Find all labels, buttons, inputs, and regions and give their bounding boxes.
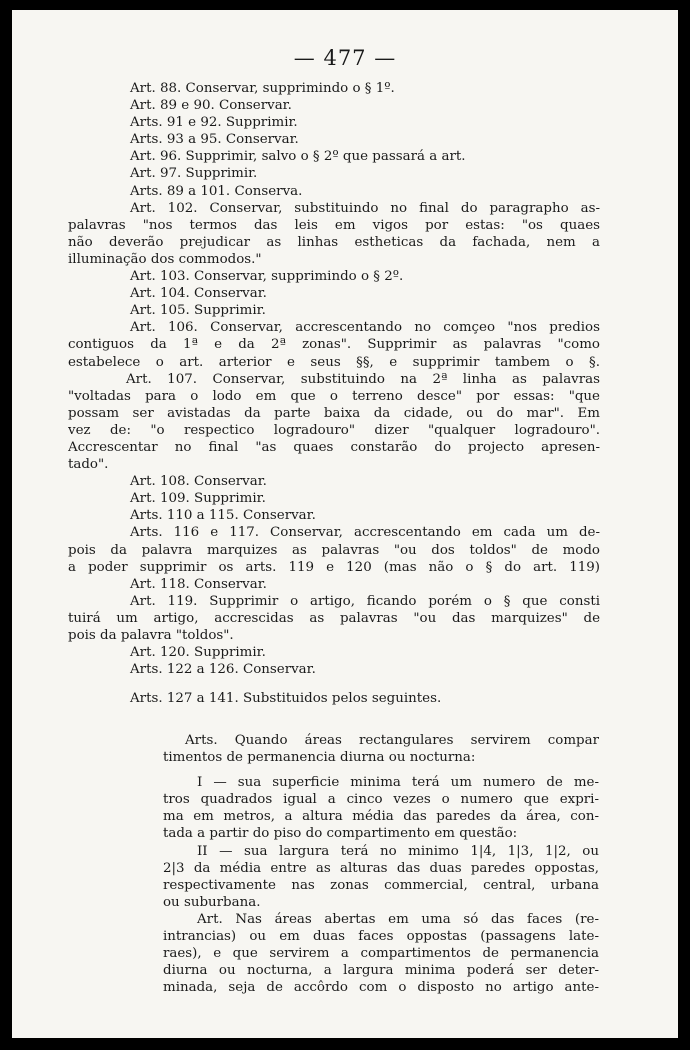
text-line: Arts. 89 a 101. Conserva. <box>130 183 303 199</box>
text-line: Art. Nas áreas abertas em uma só das faces (re- <box>197 911 599 927</box>
text-line: ou suburbana. <box>163 894 261 910</box>
text-line: diurna ou nocturna, a largura minima poderá ser deter- <box>163 963 599 979</box>
text-line: Art. 89 e 90. Conservar. <box>130 98 292 114</box>
text-line: Art. 97. Supprimir. <box>130 166 258 182</box>
text-line: Art. 107. Conservar, substituindo na 2ª linha as palavras <box>126 371 600 387</box>
text-line: pois da palavra marquizes as palavras "ou dos toldos" de modo <box>68 542 600 558</box>
substitute-articles <box>163 732 599 996</box>
section-heading: Arts. 127 a 141. Substituidos pelos seguintes. <box>130 691 442 707</box>
text-line: I — sua superficie minima terá um numero de me- <box>197 775 599 791</box>
text-line: tuirá um artigo, accrescidas as palavras "ou das marquizes" de <box>68 610 600 626</box>
text-line: vez de: "o respectico logradouro" dizer "qualquer logradouro". <box>68 422 600 438</box>
text-line: contiguos da 1ª e da 2ª zonas". Supprimir as palavras "como <box>68 337 600 353</box>
text-line: timentos de permanencia diurna ou nocturna: <box>163 750 476 766</box>
text-line: Art. 88. Conservar, supprimindo o § 1º. <box>130 81 395 96</box>
text-line: Arts. 91 e 92. Supprimir. <box>130 115 298 131</box>
text-line: Art. 106. Conservar, accrescentando no comçeo "nos predios <box>130 320 600 336</box>
text-line: intrancias) ou em duas faces oppostas (passagens late- <box>163 929 599 945</box>
text-line: Art. 102. Conservar, substituindo no final do paragrapho as- <box>130 200 600 216</box>
text-line: Art. 104. Conservar. <box>130 286 267 302</box>
text-line: Art. 120. Supprimir. <box>130 645 266 661</box>
text-line: tado". <box>68 457 109 473</box>
text-line: illuminação dos commodos." <box>68 251 262 267</box>
text-line: raes), e que servirem a compartimentos de permanencia <box>163 946 599 962</box>
text-line: Art. 105. Supprimir. <box>130 303 266 319</box>
text-line: Art. 96. Supprimir, salvo o § 2º que passará a art. <box>130 149 466 165</box>
text-line: II — sua largura terá no minimo 1|4, 1|3, 1|2, ou <box>197 843 599 859</box>
text-line: tros quadrados igual a cinco vezes o numero que expri- <box>163 792 599 808</box>
text-line: Accrescentar no final "as quaes constarão do projecto apresen- <box>68 439 600 455</box>
text-line: palavras "nos termos das leis em vigos por estas: "os quaes <box>68 217 600 233</box>
text-line: Arts. 93 a 95. Conservar. <box>130 132 299 148</box>
text-line: tada a partir do piso do compartimento em questão: <box>163 826 518 842</box>
text-line: estabelece o art. arterior e seus §§, e supprimir tambem o §. <box>68 354 600 370</box>
text-line: 2|3 da média entre as alturas das duas paredes oppostas, <box>163 860 599 876</box>
amendment-list <box>68 80 600 707</box>
text-line: Art. 109. Supprimir. <box>130 491 266 507</box>
text-line: Art. 108. Conservar. <box>130 474 267 490</box>
text-line: pois da palavra "toldos". <box>68 628 234 643</box>
page-number: — 477 — <box>293 46 397 70</box>
text-line: Arts. 110 a 115. Conservar. <box>130 508 316 524</box>
text-line: Arts. Quando áreas rectangulares servirem compar <box>185 733 599 748</box>
text-line: "voltadas para o lodo em que o terreno desce" por essas: "que <box>68 388 600 404</box>
text-line: Arts. 116 e 117. Conservar, accrescentando em cada um de- <box>130 525 600 541</box>
text-line: respectivamente nas zonas commercial, central, urbana <box>163 877 599 893</box>
text-line: Art. 118. Conservar. <box>130 576 267 592</box>
text-line: Art. 119. Supprimir o artigo, ficando porém o § que consti <box>130 593 600 609</box>
text-line: não deverão prejudicar as linhas estheticas da fachada, nem a <box>68 234 600 250</box>
text-line: Art. 103. Conservar, supprimindo o § 2º. <box>130 269 404 285</box>
text-line: Arts. 122 a 126. Conservar. <box>130 662 316 678</box>
document-page <box>12 10 678 1038</box>
text-line: a poder supprimir os arts. 119 e 120 (mas não o § do art. 119) <box>68 559 600 575</box>
text-line: possam ser avistadas da parte baixa da cidade, ou do mar". Em <box>68 405 600 421</box>
text-line: ma em metros, a altura média das paredes da área, con- <box>163 809 599 825</box>
text-line: minada, seja de accôrdo com o disposto no artigo ante- <box>163 980 599 996</box>
